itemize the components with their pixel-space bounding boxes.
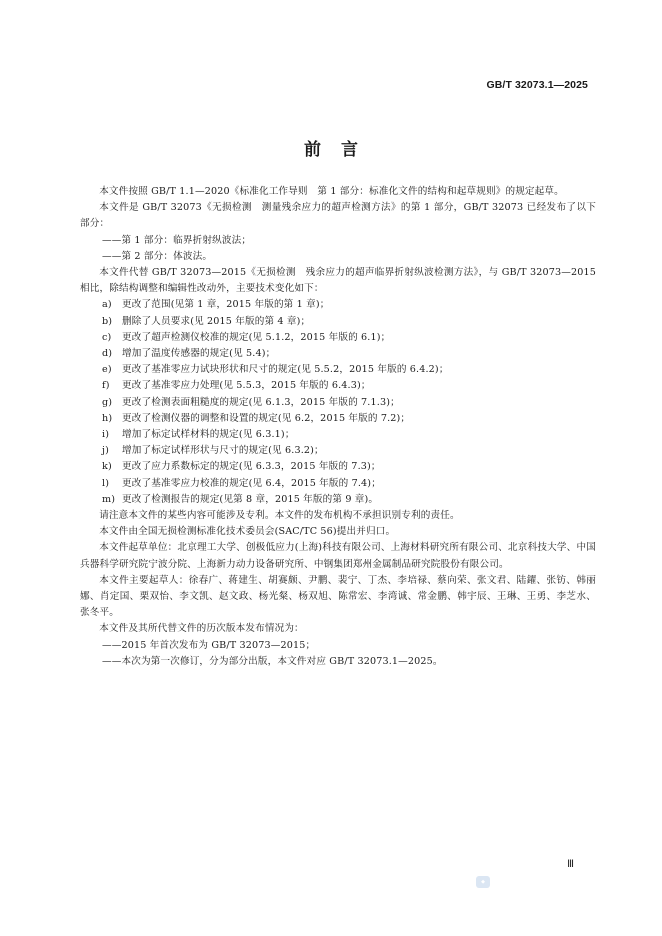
change-item bbox=[80, 330, 596, 346]
change-text: 更改了检测报告的规定(见第 8 章，2015 年版的第 9 章)。 bbox=[122, 493, 379, 505]
change-item bbox=[80, 395, 596, 411]
change-item bbox=[80, 378, 596, 394]
history-item: ——本次为第一次修订，分为部分出版，本文件对应 GB/T 32073.1—2025。 bbox=[102, 655, 443, 667]
change-text: 更改了检测表面粗糙度的规定(见 6.1.3，2015 年版的 7.1.3)； bbox=[122, 396, 400, 408]
watermark-stamp-icon: ◆ bbox=[476, 876, 490, 888]
change-text: 更改了检测仪器的调整和设置的规定(见 6.2，2015 年版的 7.2)； bbox=[122, 412, 411, 424]
change-text: 更改了基准零应力试块形状和尺寸的规定(见 5.5.2，2015 年版的 6.4.2)； bbox=[122, 364, 449, 376]
change-marker: k) bbox=[102, 461, 112, 473]
part-item: ——第 2 部分：体波法。 bbox=[102, 250, 213, 262]
change-marker: e) bbox=[102, 364, 112, 376]
change-marker: l) bbox=[102, 477, 110, 489]
changes-list bbox=[80, 297, 596, 508]
change-text: 删除了人员要求(见 2015 年版的第 4 章)； bbox=[122, 315, 311, 327]
paragraph-replaces: 本文件代替 GB/T 32073—2015《无损检测 残余应力的超声临界折射纵波检测方法》，与 GB/T 32073—2015 相比，除结构调整和编辑性改动外，主要技术变化如下： bbox=[80, 267, 596, 295]
change-marker: b) bbox=[102, 315, 113, 327]
history-item: ——2015 年首次发布为 GB/T 32073—2015； bbox=[102, 639, 316, 651]
change-marker: c) bbox=[102, 331, 112, 343]
change-item bbox=[80, 476, 596, 492]
change-text: 更改了基准零应力处理(见 5.5.3，2015 年版的 6.4.3)； bbox=[122, 380, 371, 392]
change-marker: a) bbox=[102, 299, 112, 311]
part-item: ——第 1 部分：临界折射纵波法； bbox=[102, 234, 252, 246]
change-item bbox=[80, 492, 596, 508]
standard-number: GB/T 32073.1—2025 bbox=[486, 79, 588, 91]
paragraph-drafters: 本文件主要起草人：徐春广、蒋建生、胡赛颇、尹鹏、裴宁、丁杰、李培禄、蔡向荣、张文君、陆鑃、张钫、韩丽娜、肖定国、栗双怡、李文凯、赵文政、杨光粲、杨双旭、陈常宏、李湾诚、常金鹏、韩宇辰、王琳、王勇、李芝水、张冬平。 bbox=[80, 574, 596, 619]
paragraph-patent-notice: 请注意本文件的某些内容可能涉及专利。本文件的发布机构不承担识别专利的责任。 bbox=[99, 510, 460, 522]
change-item bbox=[80, 362, 596, 378]
change-item bbox=[80, 443, 596, 459]
paragraph-drafting-rules: 本文件按照 GB/T 1.1—2020《标准化工作导则 第 1 部分：标准化文件的结构和起草规则》的规定起草。 bbox=[99, 186, 564, 197]
change-item bbox=[80, 346, 596, 362]
change-text: 更改了应力系数标定的规定(见 6.3.3，2015 年版的 7.3)； bbox=[122, 461, 381, 473]
change-item bbox=[80, 297, 596, 313]
change-text: 更改了范围(见第 1 章，2015 年版的第 1 章)； bbox=[122, 299, 330, 311]
change-marker: d) bbox=[102, 348, 113, 360]
change-text: 更改了超声检测仪校准的规定(见 5.1.2，2015 年版的 6.1)； bbox=[122, 331, 391, 343]
change-marker: h) bbox=[102, 412, 113, 424]
change-marker: f) bbox=[102, 380, 110, 392]
document-body bbox=[80, 184, 596, 670]
change-marker: g) bbox=[102, 396, 113, 408]
change-item bbox=[80, 427, 596, 443]
page-title: 前言 bbox=[304, 140, 378, 160]
change-item bbox=[80, 314, 596, 330]
change-text: 增加了温度传感器的规定(见 5.4)； bbox=[122, 348, 276, 360]
change-item bbox=[80, 411, 596, 427]
change-item bbox=[80, 459, 596, 475]
change-text: 增加了标定试样形状与尺寸的规定(见 6.3.2)； bbox=[122, 445, 324, 457]
paragraph-drafting-units: 本文件起草单位：北京理工大学、创极低应力(上海)科技有限公司、上海材料研究所有限公司、北京科技大学、中国兵器科学研究院宁波分院、上海新力动力设备研究所、中钢集团郑州金属制品研究院股份有限公司。 bbox=[80, 542, 596, 570]
change-marker: j) bbox=[102, 445, 110, 457]
paragraph-committee: 本文件由全国无损检测标准化技术委员会(SAC/TC 56)提出并归口。 bbox=[99, 526, 396, 538]
paragraph-series-parts: 本文件是 GB/T 32073《无损检测 测量残余应力的超声检测方法》的第 1 部分，GB/T 32073 已经发布了以下部分： bbox=[80, 202, 596, 230]
page-number: Ⅲ bbox=[567, 859, 574, 870]
paragraph-history: 本文件及其所代替文件的历次版本发布情况为： bbox=[99, 623, 304, 635]
change-text: 增加了标定试样材料的规定(见 6.3.1)； bbox=[122, 429, 295, 441]
change-marker: i) bbox=[102, 429, 110, 441]
change-marker: m) bbox=[102, 493, 116, 505]
change-text: 更改了基准零应力校准的规定(见 6.4，2015 年版的 7.4)； bbox=[122, 477, 381, 489]
